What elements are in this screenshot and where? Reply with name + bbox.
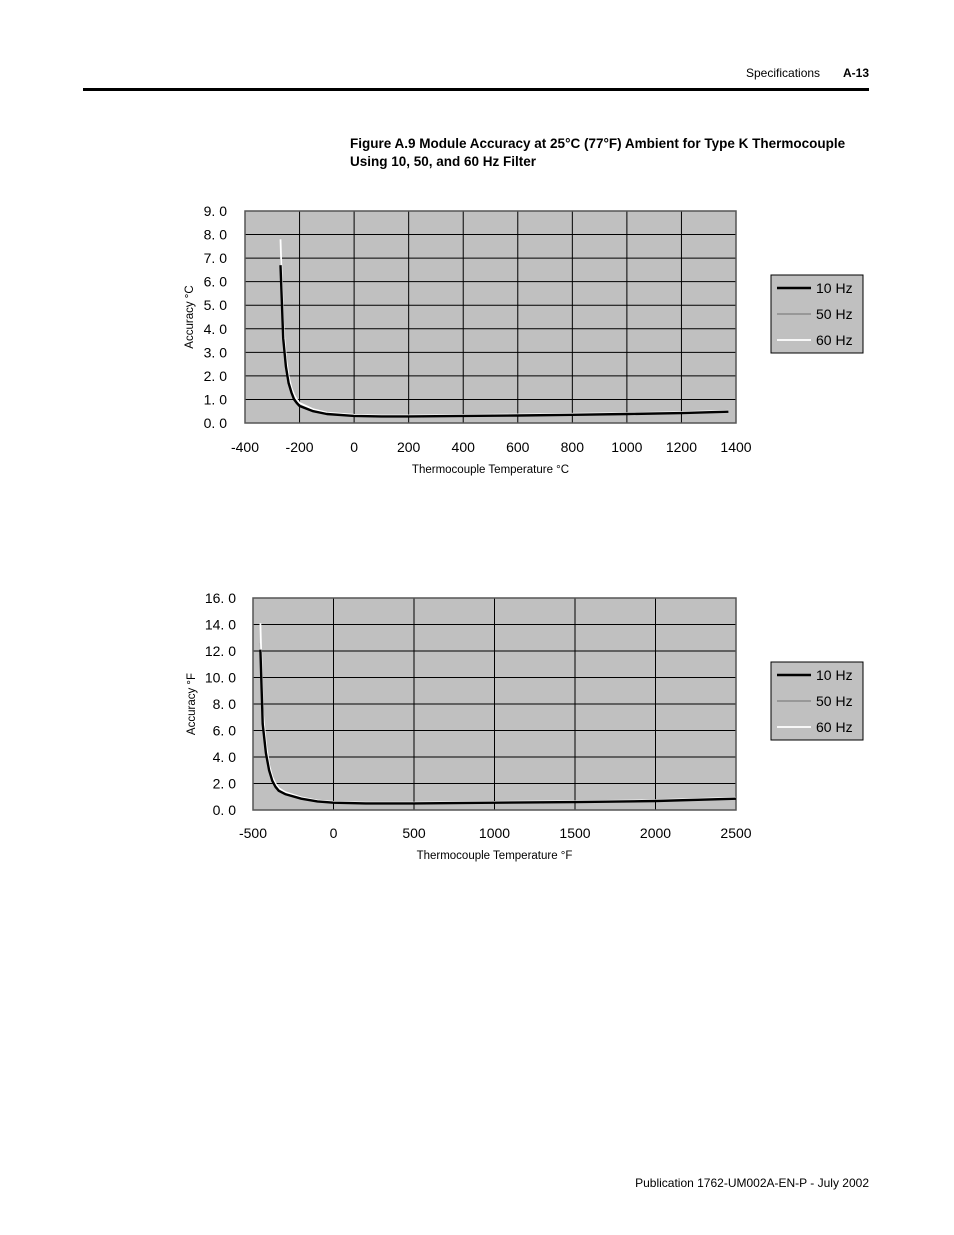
y-tick-label: 3. 0 (203, 344, 227, 361)
legend-label: 50 Hz (816, 306, 853, 322)
y-tick-label: 8. 0 (212, 696, 236, 712)
legend-label: 60 Hz (816, 719, 853, 735)
y-tick-label: 12. 0 (204, 643, 236, 659)
x-tick-label: -200 (285, 439, 314, 455)
publication-footer: Publication 1762-UM002A-EN-P - July 2002 (635, 1176, 869, 1190)
x-tick-label: 2500 (720, 825, 752, 841)
y-tick-label: 14. 0 (204, 616, 236, 633)
y-tick-label: 10. 0 (204, 669, 236, 686)
x-tick-label: 400 (451, 439, 475, 455)
x-tick-label: 1000 (478, 825, 511, 841)
y-tick-label: 8. 0 (203, 226, 227, 243)
legend-label: 10 Hz (816, 280, 853, 296)
x-tick-label: 1500 (559, 825, 591, 841)
y-tick-label: 7. 0 (203, 250, 227, 267)
x-tick-label: 600 (506, 439, 530, 455)
legend-label: 50 Hz (816, 693, 853, 709)
y-tick-label: 2. 0 (203, 367, 227, 384)
x-tick-label: 500 (402, 825, 426, 841)
x-tick-label: 800 (560, 439, 585, 455)
y-axis-label: Accuracy °C (184, 285, 196, 349)
header-section-title: Specifications (746, 66, 821, 80)
x-axis-label: Thermocouple Temperature °F (416, 850, 573, 862)
x-tick-label: 1200 (665, 439, 698, 455)
accuracy-celsius-chart (0, 190, 954, 490)
y-tick-label: 5. 0 (203, 297, 227, 314)
figure-title: Figure A.9 Module Accuracy at 25°C (77°F) Ambient for Type K Thermocouple Using 10, 50, and 60 Hz Filter (350, 136, 846, 169)
x-tick-label: -400 (230, 439, 260, 455)
x-axis-label: Thermocouple Temperature °C (411, 464, 570, 476)
accuracy-fahrenheit-chart (0, 578, 954, 878)
x-tick-label: 200 (396, 439, 421, 455)
y-tick-label: 4. 0 (203, 320, 227, 337)
y-tick-label: 16. 0 (204, 590, 236, 606)
x-tick-label: 2000 (639, 825, 672, 841)
y-tick-label: 4. 0 (212, 749, 236, 765)
y-tick-label: 6. 0 (203, 273, 227, 290)
header-page-number: A-13 (843, 66, 870, 80)
y-tick-label: 9. 0 (203, 203, 227, 219)
y-tick-label: 1. 0 (203, 391, 227, 408)
x-tick-label: -500 (238, 825, 268, 841)
legend-label: 60 Hz (816, 332, 853, 348)
y-tick-label: 6. 0 (212, 722, 236, 739)
y-tick-label: 0. 0 (203, 415, 227, 431)
x-tick-label: 0 (329, 825, 338, 841)
y-tick-label: 0. 0 (212, 802, 236, 818)
y-tick-label: 2. 0 (212, 775, 236, 792)
header-rule (83, 88, 869, 91)
x-tick-label: 1400 (720, 439, 752, 455)
x-tick-label: 1000 (611, 439, 643, 455)
x-tick-label: 0 (350, 439, 359, 455)
legend-label: 10 Hz (816, 667, 853, 683)
plot-area (245, 211, 736, 423)
y-axis-label: Accuracy °F (186, 672, 198, 736)
